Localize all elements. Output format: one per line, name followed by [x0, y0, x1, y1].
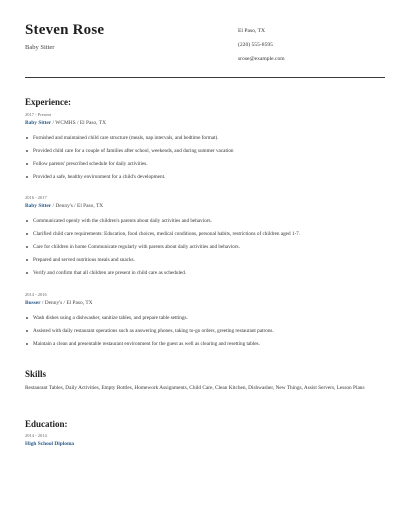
- bullet-dot: [26, 330, 28, 332]
- contact-phone: (220) 555-8595: [238, 42, 273, 48]
- experience-section: [25, 97, 385, 357]
- bullet-dot: [26, 220, 28, 222]
- job-company: / Denny's / El Paso, TX: [40, 300, 93, 306]
- bullet-item: Verify and confirm that all children are present in child care as scheduled.: [25, 270, 385, 276]
- job-title: Busser: [25, 300, 41, 306]
- bullet-dot: [26, 176, 28, 178]
- bullet-item: Clarified child care requirements: Education, food choices, medical conditions, personal habits, restrictions of children aged 1-7.: [25, 231, 385, 237]
- job-dates: 2014 - 2016: [25, 292, 47, 297]
- job-dates: 2016 - 2017: [25, 195, 47, 200]
- section-title-experience: Experience:: [25, 97, 71, 107]
- contact-email: srose@example.com: [238, 56, 285, 62]
- bullet-dot: [26, 272, 28, 274]
- job-entry: [25, 195, 385, 209]
- bullet-dot: [26, 246, 28, 248]
- bullet-dot: [26, 317, 28, 319]
- job-dates: 2017 - Present: [25, 112, 51, 117]
- job-entry: [25, 112, 385, 126]
- resume-header: [25, 22, 385, 70]
- skills-list: Restaurant Tables, Daily Activities, Empty Bottles, Homework Assignments, Child Care, Clean Kitchen, Dishwasher, New Things, Assist Servers, Lesson Plans: [25, 385, 365, 391]
- section-title-education: Education:: [25, 419, 68, 429]
- candidate-headline: Baby Sitter: [25, 44, 55, 51]
- education-section: [25, 419, 385, 447]
- section-title-skills: Skills: [25, 369, 47, 379]
- bullet-item: Care for children in home Communicate regularly with parents about daily activities and behaviors.: [25, 244, 385, 250]
- job-entry: [25, 292, 385, 306]
- bullet-dot: [26, 233, 28, 235]
- bullet-item: Provided a safe, healthy environment for a child's development.: [25, 174, 385, 180]
- job-heading: [25, 300, 385, 306]
- bullet-dot: [26, 150, 28, 152]
- bullet-dot: [26, 343, 28, 345]
- job-company: / Denny's / El Paso, TX: [51, 203, 104, 209]
- bullet-item: Assisted with daily restaurant operations such as answering phones, taking to-go orders, greeting restaurant patrons.: [25, 328, 385, 334]
- education-dates: 2014 - 2014: [25, 433, 47, 438]
- candidate-name: Steven Rose: [25, 22, 105, 38]
- education-degree: High School Diploma: [25, 441, 75, 447]
- bullet-item: Follow parents' prescribed schedule for daily activities.: [25, 161, 385, 167]
- job-heading: [25, 203, 385, 209]
- bullet-dot: [26, 163, 28, 165]
- header-divider: [25, 77, 385, 78]
- bullet-item: Maintain a clean and presentable restaurant environment for the guest as well as clearing and resetting tables.: [25, 341, 385, 347]
- bullet-dot: [26, 137, 28, 139]
- bullet-item: Wash dishes using a dishwasher, sanitize tables, and prepare table settings.: [25, 315, 385, 321]
- bullet-item: Provided child care for a couple of families after school, weekends, and during summer vacation: [25, 148, 385, 154]
- job-company: / WCMHS / El Paso, TX: [51, 120, 106, 126]
- bullet-item: Furnished and maintained child care structure (meals, nap intervals, and bedtime format).: [25, 135, 385, 141]
- contact-info: [238, 28, 285, 70]
- contact-location: El Paso, TX: [238, 28, 266, 34]
- bullet-dot: [26, 259, 28, 261]
- job-title: Baby Sitter: [25, 120, 52, 126]
- skills-section: [25, 369, 385, 392]
- job-heading: [25, 120, 385, 126]
- bullet-item: Communicated openly with the children's parents about daily activities and behaviors.: [25, 218, 385, 224]
- bullet-item: Prepared and served nutritious meals and snacks.: [25, 257, 385, 263]
- job-title: Baby Sitter: [25, 203, 52, 209]
